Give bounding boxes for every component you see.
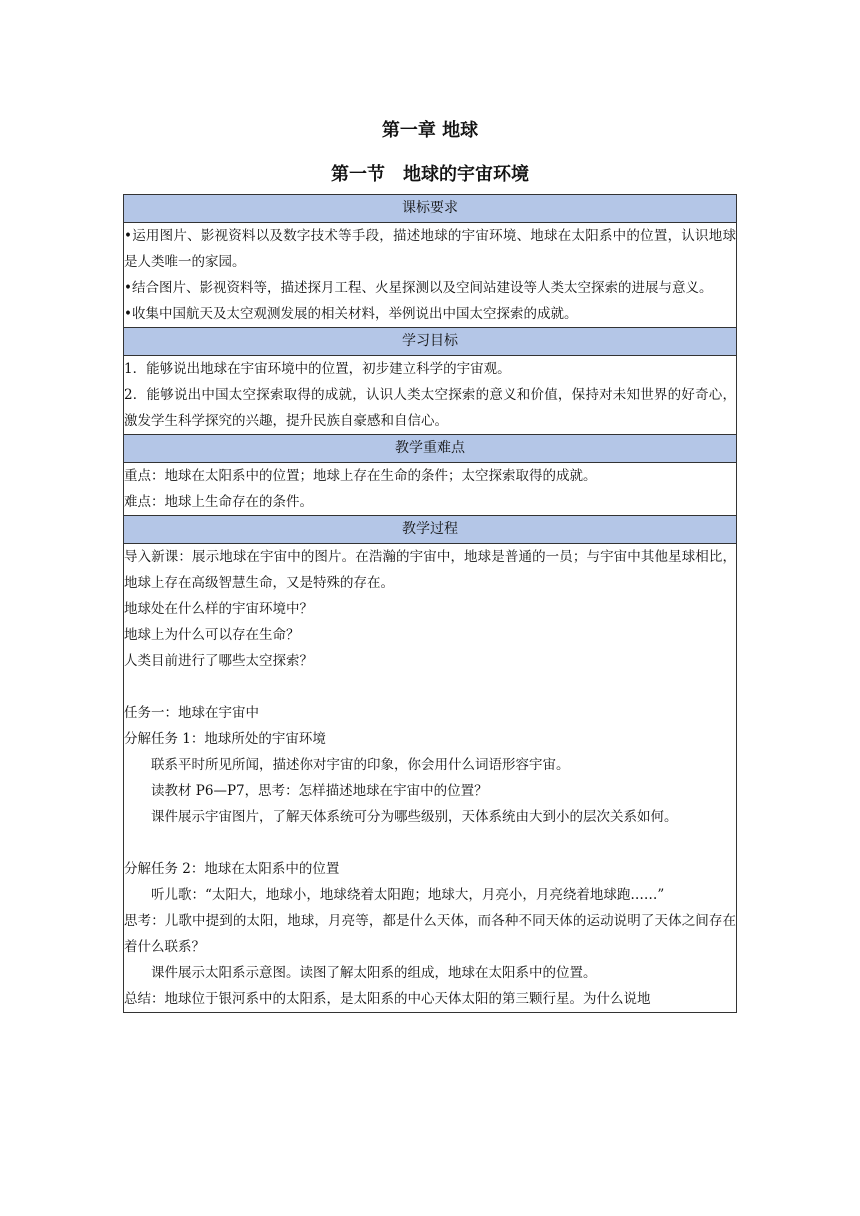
process-header: 教学过程: [124, 516, 737, 544]
spacer: [124, 830, 736, 856]
subtask-2-song: 听儿歌：“太阳大，地球小，地球绕着太阳跑；地球大，月亮小，月亮绕着地球跑……”: [151, 887, 665, 903]
keypoints-header: 教学重难点: [124, 435, 737, 463]
curriculum-item-3: •收集中国航天及太空观测发展的相关材料，举例说出中国太空探索的成就。: [124, 306, 578, 322]
process-content: [124, 544, 737, 1013]
task-1-title: 任务一：地球在宇宙中: [124, 705, 259, 721]
section-title: 第一节 地球的宇宙环境: [331, 164, 529, 185]
lesson-plan-table: [123, 194, 737, 1013]
objectives-header: 学习目标: [124, 328, 737, 356]
chapter-title: 第一章 地球: [381, 120, 479, 141]
question-3: 人类目前进行了哪些太空探索？: [124, 653, 313, 669]
key-point: 重点：地球在太阳系中的位置；地球上存在生命的条件；太空探索取得的成就。: [124, 468, 597, 484]
subtask-2-diagram: 课件展示太阳系示意图。读图了解太阳系的组成，地球在太阳系中的位置。: [151, 965, 597, 981]
subtask-1-step-c: 课件展示宇宙图片，了解天体系统可分为哪些级别，天体系统由大到小的层次关系如何。: [151, 809, 678, 825]
curriculum-content: [124, 223, 737, 328]
subtask-1-title: 分解任务 1：地球所处的宇宙环境: [124, 731, 326, 747]
curriculum-header: 课标要求: [124, 195, 737, 223]
question-2: 地球上为什么可以存在生命？: [124, 627, 300, 643]
curriculum-item-1: •运用图片、影视资料以及数字技术等手段，描述地球的宇宙环境、地球在太阳系中的位置，认识地球是人类唯一的家园。: [124, 228, 736, 270]
curriculum-item-2: •结合图片、影视资料等，描述探月工程、火星探测以及空间站建设等人类太空探索的进展与意义。: [124, 280, 713, 296]
subtask-1-step-b: 读教材 P6—P7，思考：怎样描述地球在宇宙中的位置？: [151, 783, 488, 799]
subtask-2-summary: 总结：地球位于银河系中的太阳系，是太阳系的中心天体太阳的第三颗行星。为什么说地: [124, 991, 651, 1007]
spacer: [124, 674, 736, 700]
question-1: 地球处在什么样的宇宙环境中？: [124, 601, 313, 617]
objective-item-1: 1．能够说出地球在宇宙环境中的位置，初步建立科学的宇宙观。: [124, 361, 511, 377]
objective-item-2: 2．能够说出中国太空探索取得的成就，认识人类太空探索的意义和价值，保持对未知世界的好奇心，激发学生科学探究的兴趣，提升民族自豪感和自信心。: [124, 387, 736, 429]
subtask-2-question: 思考：儿歌中提到的太阳，地球，月亮等，都是什么天体，而各种不同天体的运动说明了天体之间存在着什么联系？: [124, 913, 736, 955]
difficult-point: 难点：地球上生命存在的条件。: [124, 494, 313, 510]
subtask-2-title: 分解任务 2：地球在太阳系中的位置: [124, 861, 340, 877]
objectives-content: [124, 356, 737, 435]
keypoints-content: [124, 463, 737, 516]
intro-paragraph: 导入新课：展示地球在宇宙中的图片。在浩瀚的宇宙中，地球是普通的一员；与宇宙中其他星球相比，地球上存在高级智慧生命，又是特殊的存在。: [124, 549, 736, 591]
subtask-1-step-a: 联系平时所见所闻，描述你对宇宙的印象，你会用什么词语形容宇宙。: [151, 757, 570, 773]
